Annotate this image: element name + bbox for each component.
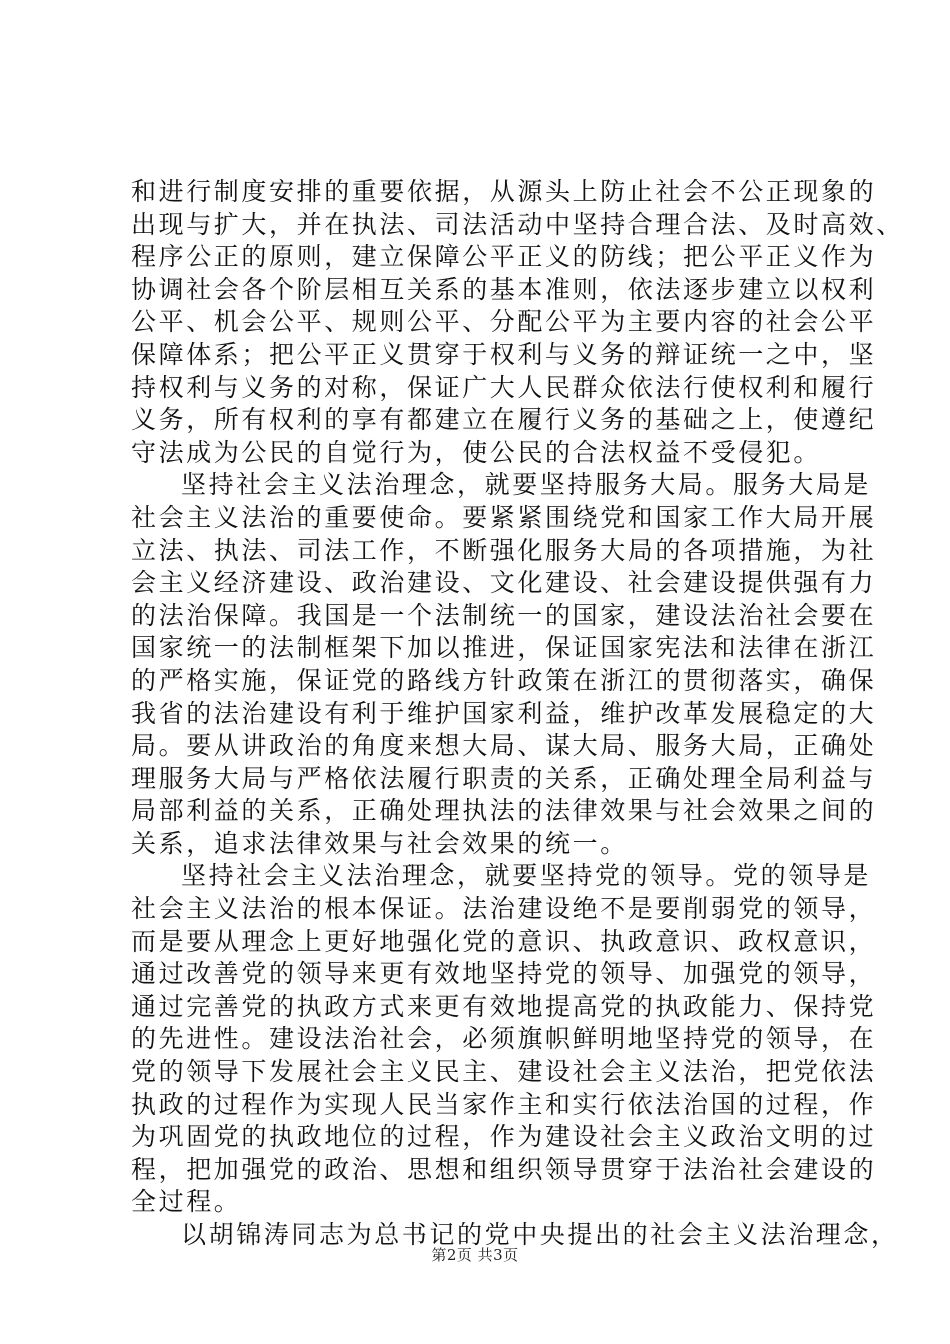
paragraph-first-line: 以胡锦涛同志为总书记的党中央提出的社会主义法治理念， bbox=[181, 1220, 899, 1249]
text-line: 我省的法治建设有利于维护国家利益，维护改革发展稳定的大 bbox=[131, 698, 877, 728]
text-line: 协调社会各个阶层相互关系的基本准则，依法逐步建立以权利 bbox=[131, 274, 877, 304]
text-line: 通过改善党的领导来更有效地坚持党的领导、加强党的领导， bbox=[131, 959, 877, 989]
text-line: 通过完善党的执政方式来更有效地提高党的执政能力、保持党 bbox=[131, 991, 877, 1021]
page-number-footer: 第2页 共3页 bbox=[431, 1246, 519, 1264]
text-line: 国家统一的法制框架下加以推进，保证国家宪法和法律在浙江 bbox=[131, 633, 877, 663]
text-line: 的法治保障。我国是一个法制统一的国家，建设法治社会要在 bbox=[131, 600, 877, 630]
text-line: 全过程。 bbox=[131, 1187, 242, 1217]
text-line: 守法成为公民的自觉行为，使公民的合法权益不受侵犯。 bbox=[131, 437, 822, 467]
text-line: 和进行制度安排的重要依据，从源头上防止社会不公正现象的 bbox=[131, 177, 877, 206]
text-line: 的先进性。建设法治社会，必须旗帜鲜明地坚持党的领导，在 bbox=[131, 1024, 877, 1054]
text-line: 程，把加强党的政治、思想和组织领导贯穿于法治社会建设的 bbox=[131, 1154, 877, 1184]
text-line: 义务，所有权利的享有都建立在履行义务的基础之上，使遵纪 bbox=[131, 405, 877, 435]
text-line: 持权利与义务的对称，保证广大人民群众依法行使权利和履行 bbox=[131, 372, 877, 402]
text-line: 而是要从理念上更好地强化党的意识、执政意识、政权意识， bbox=[131, 926, 877, 956]
document-body bbox=[131, 176, 904, 1252]
text-line: 会主义经济建设、政治建设、文化建设、社会建设提供强有力 bbox=[131, 568, 877, 598]
text-line: 理服务大局与严格依法履行职责的关系，正确处理全局利益与 bbox=[131, 763, 877, 793]
text-line: 保障体系；把公平正义贯穿于权利与义务的辩证统一之中，坚 bbox=[131, 339, 877, 369]
text-line: 党的领导下发展社会主义民主、建设社会主义法治，把党依法 bbox=[131, 1057, 877, 1087]
text-line: 公平、机会公平、规则公平、分配公平为主要内容的社会公平 bbox=[131, 307, 877, 337]
text-line: 社会主义法治的根本保证。法治建设绝不是要削弱党的领导， bbox=[131, 894, 877, 924]
text-line: 出现与扩大，并在执法、司法活动中坚持合理合法、及时高效、 bbox=[131, 209, 904, 239]
text-line: 程序公正的原则，建立保障公平正义的防线；把公平正义作为 bbox=[131, 242, 877, 272]
text-line: 局部利益的关系，正确处理执法的法律效果与社会效果之间的 bbox=[131, 796, 877, 826]
text-line: 执政的过程作为实现人民当家作主和实行依法治国的过程，作 bbox=[131, 1089, 877, 1119]
text-line: 关系，追求法律效果与社会效果的统一。 bbox=[131, 828, 628, 858]
text-line: 的严格实施，保证党的路线方针政策在浙江的贯彻落实，确保 bbox=[131, 665, 877, 695]
text-line: 立法、执法、司法工作，不断强化服务大局的各项措施，为社 bbox=[131, 535, 877, 565]
text-line: 局。要从讲政治的角度来想大局、谋大局、服务大局，正确处 bbox=[131, 731, 877, 761]
text-line: 社会主义法治的重要使命。要紧紧围绕党和国家工作大局开展 bbox=[131, 502, 877, 532]
paragraph-first-line: 坚持社会主义法治理念，就要坚持党的领导。党的领导是 bbox=[181, 861, 872, 891]
text-line: 为巩固党的执政地位的过程，作为建设社会主义政治文明的过 bbox=[131, 1122, 877, 1152]
paragraph-first-line: 坚持社会主义法治理念，就要坚持服务大局。服务大局是 bbox=[181, 470, 872, 500]
